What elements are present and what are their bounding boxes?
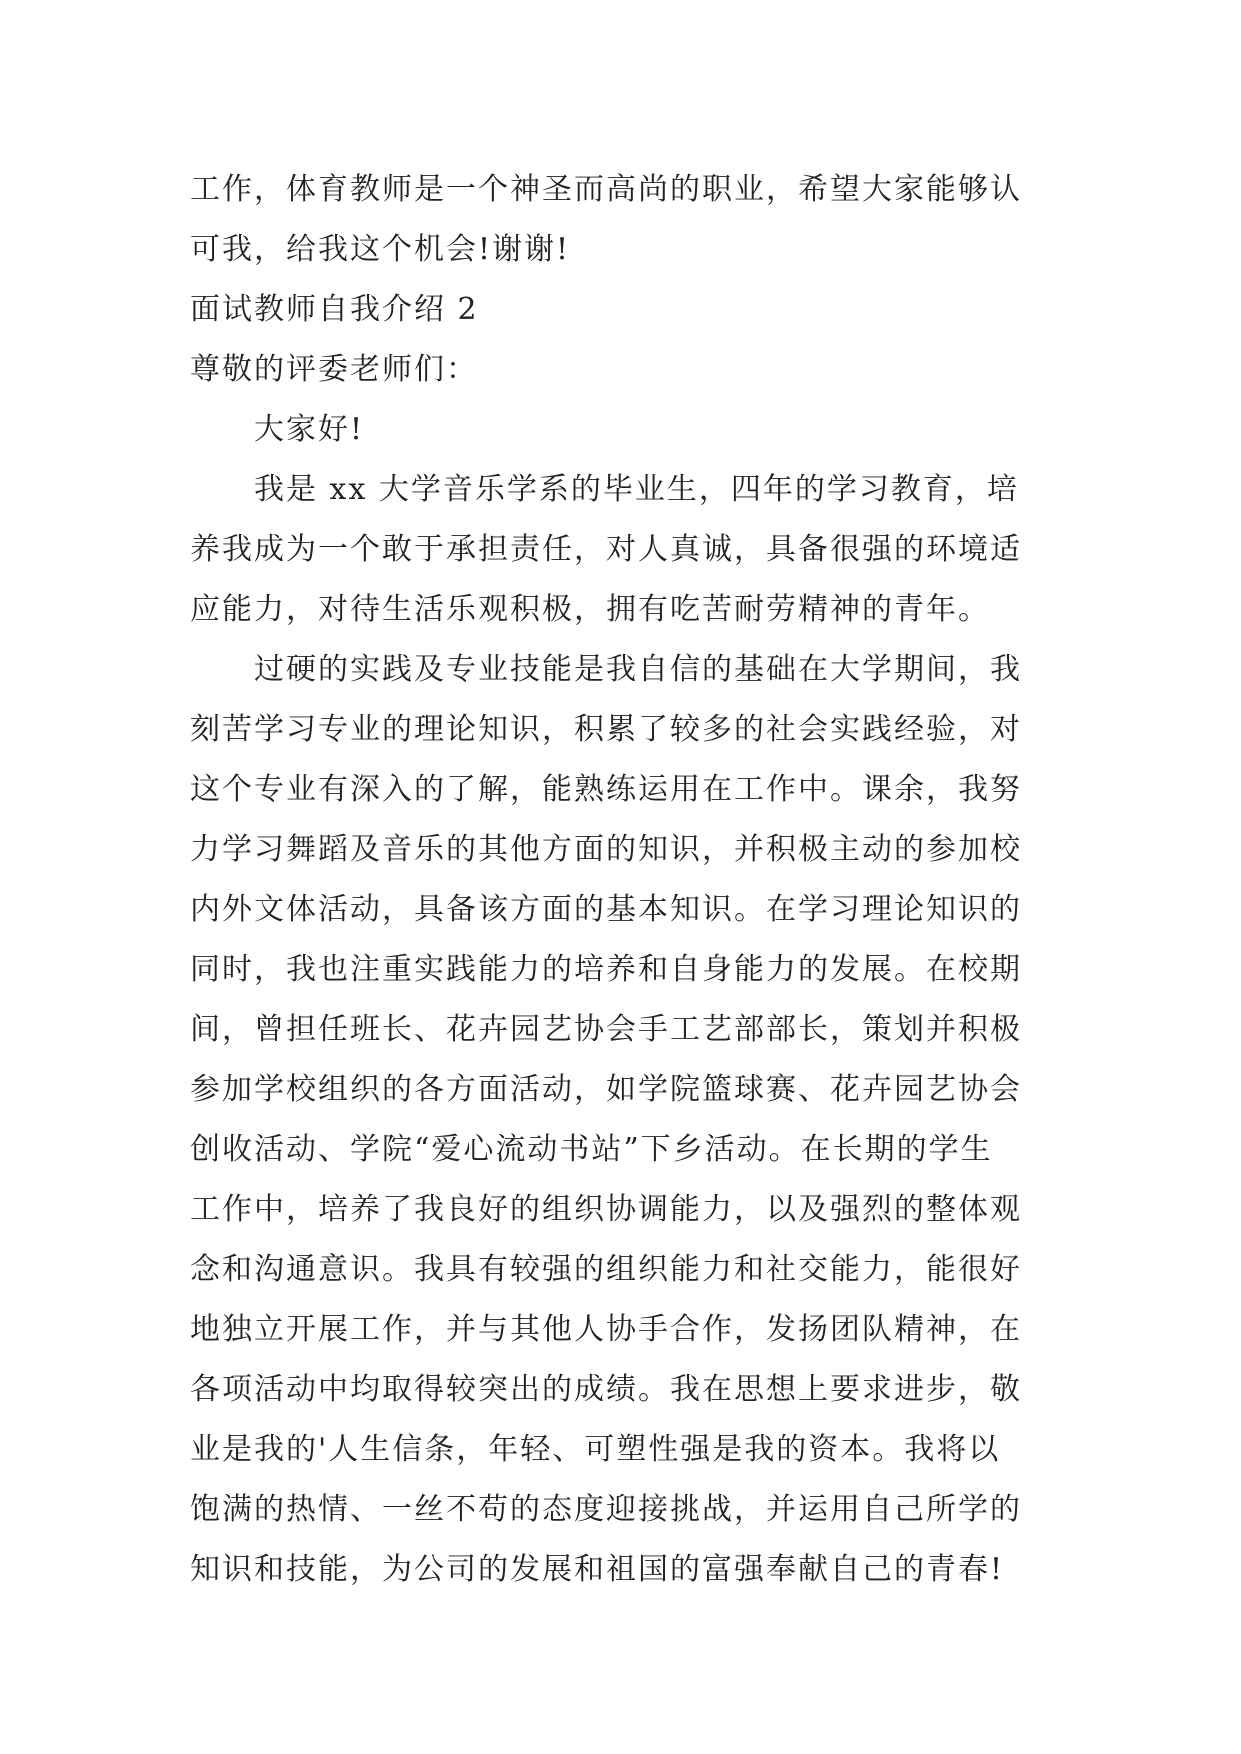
text-line: 同时，我也注重实践能力的培养和自身能力的发展。在校期 (190, 952, 1022, 987)
text-line: 刻苦学习专业的理论知识，积累了较多的社会实践经验，对 (190, 712, 1022, 747)
text-line: 应能力，对待生活乐观积极，拥有吃苦耐劳精神的青年。 (190, 592, 990, 627)
text-line: 工作，体育教师是一个神圣而高尚的职业，希望大家能够认 (190, 172, 1022, 207)
text-line: 内外文体活动，具备该方面的基本知识。在学习理论知识的 (190, 892, 1022, 927)
text-line: 念和沟通意识。我具有较强的组织能力和社交能力，能很好 (190, 1252, 1022, 1287)
text-line: 尊敬的评委老师们： (190, 352, 478, 387)
text-line: 工作中，培养了我良好的组织协调能力，以及强烈的整体观 (190, 1192, 1022, 1227)
text-line: 养我成为一个敢于承担责任，对人真诚，具备很强的环境适 (190, 532, 1022, 567)
text-line: 业是我的'人生信条，年轻、可塑性强是我的资本。我将以 (190, 1432, 1001, 1467)
text-line: 知识和技能，为公司的发展和祖国的富强奉献自己的青春! (190, 1552, 1005, 1587)
text-line: 这个专业有深入的了解，能熟练运用在工作中。课余，我努 (190, 772, 1022, 807)
text-line: 饱满的热情、一丝不苟的态度迎接挑战，并运用自己所学的 (190, 1492, 1022, 1527)
text-line: 创收活动、学院“爱心流动书站”下乡活动。在长期的学生 (190, 1132, 993, 1167)
text-line: 面试教师自我介绍 2 (190, 292, 479, 327)
text-line: 参加学校组织的各方面活动，如学院篮球赛、花卉园艺协会 (190, 1072, 1022, 1107)
text-line: 可我，给我这个机会!谢谢! (190, 232, 571, 267)
text-line: 我是 xx 大学音乐学系的毕业生，四年的学习教育，培 (254, 472, 1019, 507)
text-line: 地独立开展工作，并与其他人协手合作，发扬团队精神，在 (190, 1312, 1022, 1347)
text-line: 大家好! (254, 412, 365, 447)
text-line: 过硬的实践及专业技能是我自信的基础在大学期间，我 (254, 652, 1022, 687)
document-body (190, 160, 1056, 1600)
text-line: 力学习舞蹈及音乐的其他方面的知识，并积极主动的参加校 (190, 832, 1022, 867)
text-line: 各项活动中均取得较突出的成绩。我在思想上要求进步，敬 (190, 1372, 1022, 1407)
text-line: 间，曾担任班长、花卉园艺协会手工艺部部长，策划并积极 (190, 1012, 1022, 1047)
